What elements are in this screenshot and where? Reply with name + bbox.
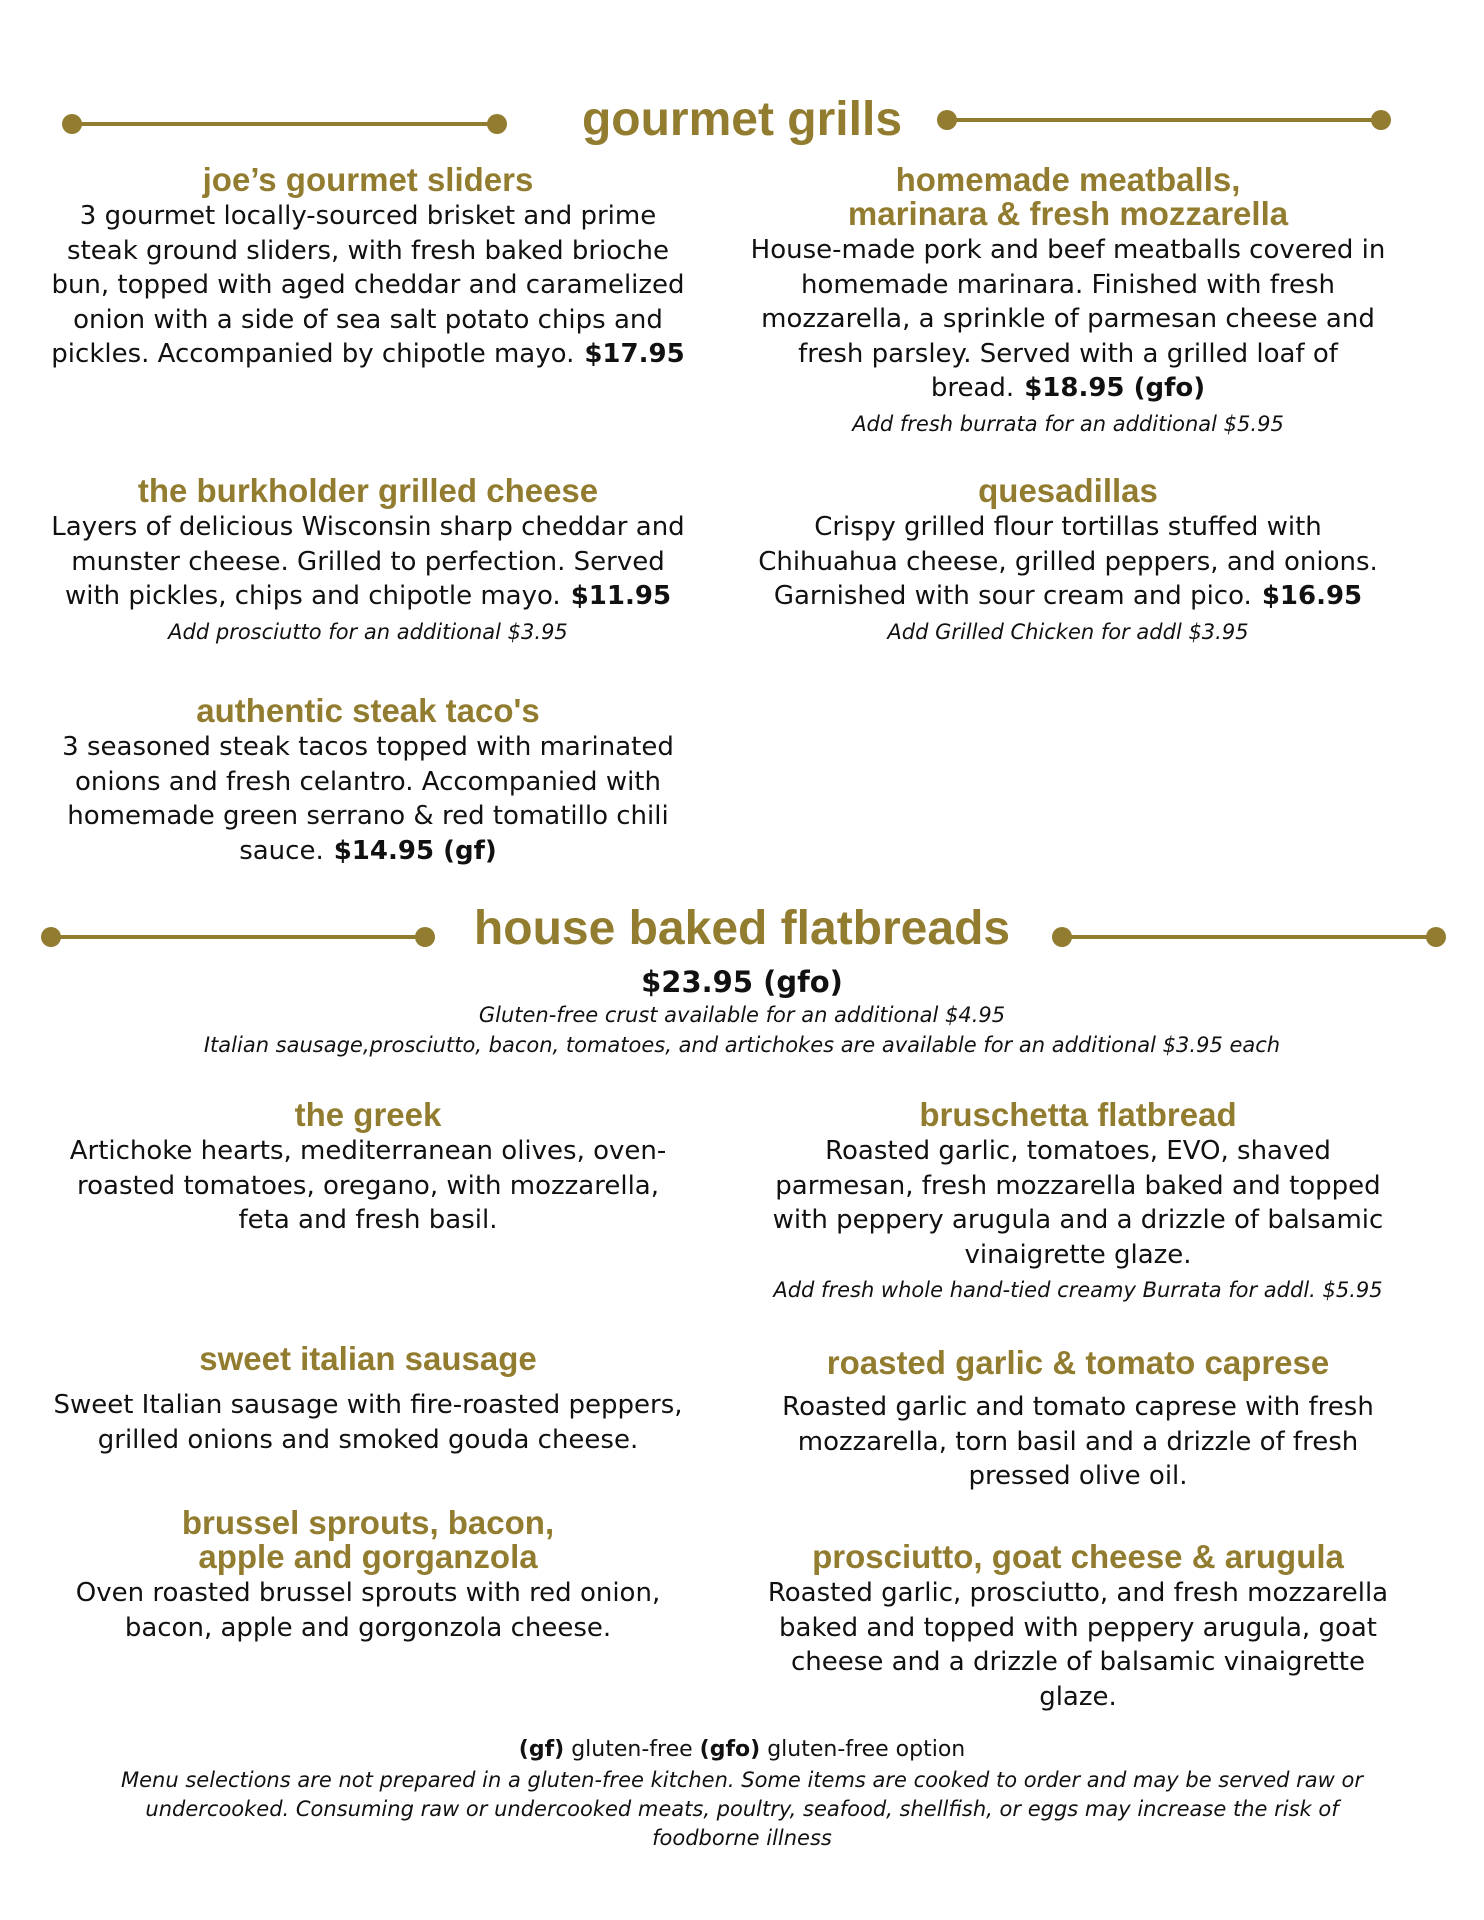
item-description: Crispy grilled flour tortillas stuffed with Chihuahua cheese, grilled peppers, and onions. Garnished with sour cream and pico. $16.95 [758,512,1378,611]
disclaimer-text: Menu selections are not prepared in a gluten-free kitchen. Some items are cooked to order and may be served raw or undercooked. Consuming raw or undercooked meats, poultry, seafood, shellfish, or eggs may increase the risk of foodborne illness [121,1768,1363,1850]
item-description: Layers of delicious Wisconsin sharp cheddar and munster cheese. Grilled to perfection. Served with pickles, chips and chipotle mayo. $11.95 [51,512,685,611]
item-price: $17.95 [584,339,685,369]
footer-disclaimer [112,1766,1372,1853]
item-name: prosciutto, goat cheese & arugula [812,1538,1344,1575]
rule-line [1062,935,1436,939]
menu-item-steak-tacos [48,694,688,868]
rule-line [947,118,1381,122]
rule-dot [1426,927,1446,947]
menu-item-meatballs [748,163,1388,438]
item-name: brussel sprouts, bacon, apple and gorganzola [181,1504,555,1575]
item-description: Roasted garlic and tomato caprese with fresh mozzarella, torn basil and a drizzle of fresh pressed olive oil. [782,1392,1374,1491]
item-name: quesadillas [978,472,1158,509]
item-name: homemade meatballs, marinara & fresh mozzarella [847,161,1289,232]
flatbread-price: $23.95 (gfo) [641,965,843,999]
menu-item-bruschetta [758,1098,1398,1304]
menu-item-quesadillas [748,474,1388,646]
item-description: House-made pork and beef meatballs covered in homemade marinara. Finished with fresh mozzarella, a sprinkle of parmesan cheese and fresh parsley. Served with a grilled loaf of bread. $18.95 (gfo) [750,235,1386,403]
item-name: roasted garlic & tomato caprese [826,1344,1330,1381]
flatbread-note: Gluten-free crust available for an additional $4.95 [478,1003,1006,1027]
item-description: 3 gourmet locally-sourced brisket and prime steak ground sliders, with fresh baked brioche bun, topped with aged cheddar and caramelized onion with a side of sea salt potato chips and pickles. Accompanied by chipotle mayo. $17.95 [51,201,685,369]
dietary-legend [0,1735,1484,1765]
section-title-grills: gourmet grills [581,93,903,146]
rule-dot [1371,110,1391,130]
item-addon: Add fresh whole hand-tied creamy Burrata for addl. $5.95 [773,1278,1383,1302]
item-price: $18.95 (gfo) [1024,373,1206,403]
menu-item-sweet-italian-sausage [48,1342,688,1457]
item-description: 3 seasoned steak tacos topped with marinated onions and fresh celantro. Accompanied with homemade green serrano & red tomatillo chili sauce. $14.95 (gf) [62,732,674,866]
item-description: Sweet Italian sausage with fire-roasted peppers, grilled onions and smoked gouda cheese. [53,1390,683,1455]
item-addon: Add prosciutto for an additional $3.95 [168,619,568,644]
item-price: $11.95 [570,581,672,611]
menu-item-brussel-sprouts [48,1506,688,1645]
menu-item-grilled-cheese [48,474,688,646]
item-description: Roasted garlic, tomatoes, EVO, shaved parmesan, fresh mozzarella baked and topped with peppery arugula and a drizzle of balsamic vinaigrette glaze. [772,1136,1384,1270]
item-name: the burkholder grilled cheese [137,472,599,509]
menu-item-prosciutto [758,1540,1398,1714]
legend-line: (gf) gluten-free (gfo) gluten-free option [518,1737,966,1762]
menu-item-caprese [758,1346,1398,1494]
item-name: bruschetta flatbread [919,1096,1237,1133]
item-price: $14.95 (gf) [333,835,497,866]
item-addon: Add fresh burrata for an additional $5.95 [852,411,1284,436]
menu-item-greek [48,1098,688,1238]
item-addon: Add Grilled Chicken for addl $3.95 [887,619,1249,644]
item-name: joe’s gourmet sliders [202,161,534,198]
item-name: sweet italian sausage [199,1340,537,1377]
flatbread-note: Italian sausage,prosciutto, bacon, tomatoes, and artichokes are available for an additional $3.95 each [203,1033,1281,1057]
flatbreads-pricing [0,964,1484,1060]
item-description: Oven roasted brussel sprouts with red onion, bacon, apple and gorgonzola cheese. [75,1578,661,1643]
item-name: the greek [294,1096,442,1133]
item-price: $16.95 [1261,581,1363,611]
item-name: authentic steak taco's [196,692,540,729]
item-description: Roasted garlic, prosciutto, and fresh mozzarella baked and topped with peppery arugula, goat cheese and a drizzle of balsamic vinaigrette glaze. [767,1578,1389,1712]
item-description: Artichoke hearts, mediterranean olives, oven-roasted tomatoes, oregano, with mozzarella, feta and fresh basil. [69,1136,667,1235]
menu-item-sliders [48,163,688,372]
section-title-flatbreads: house baked flatbreads [473,902,1011,955]
